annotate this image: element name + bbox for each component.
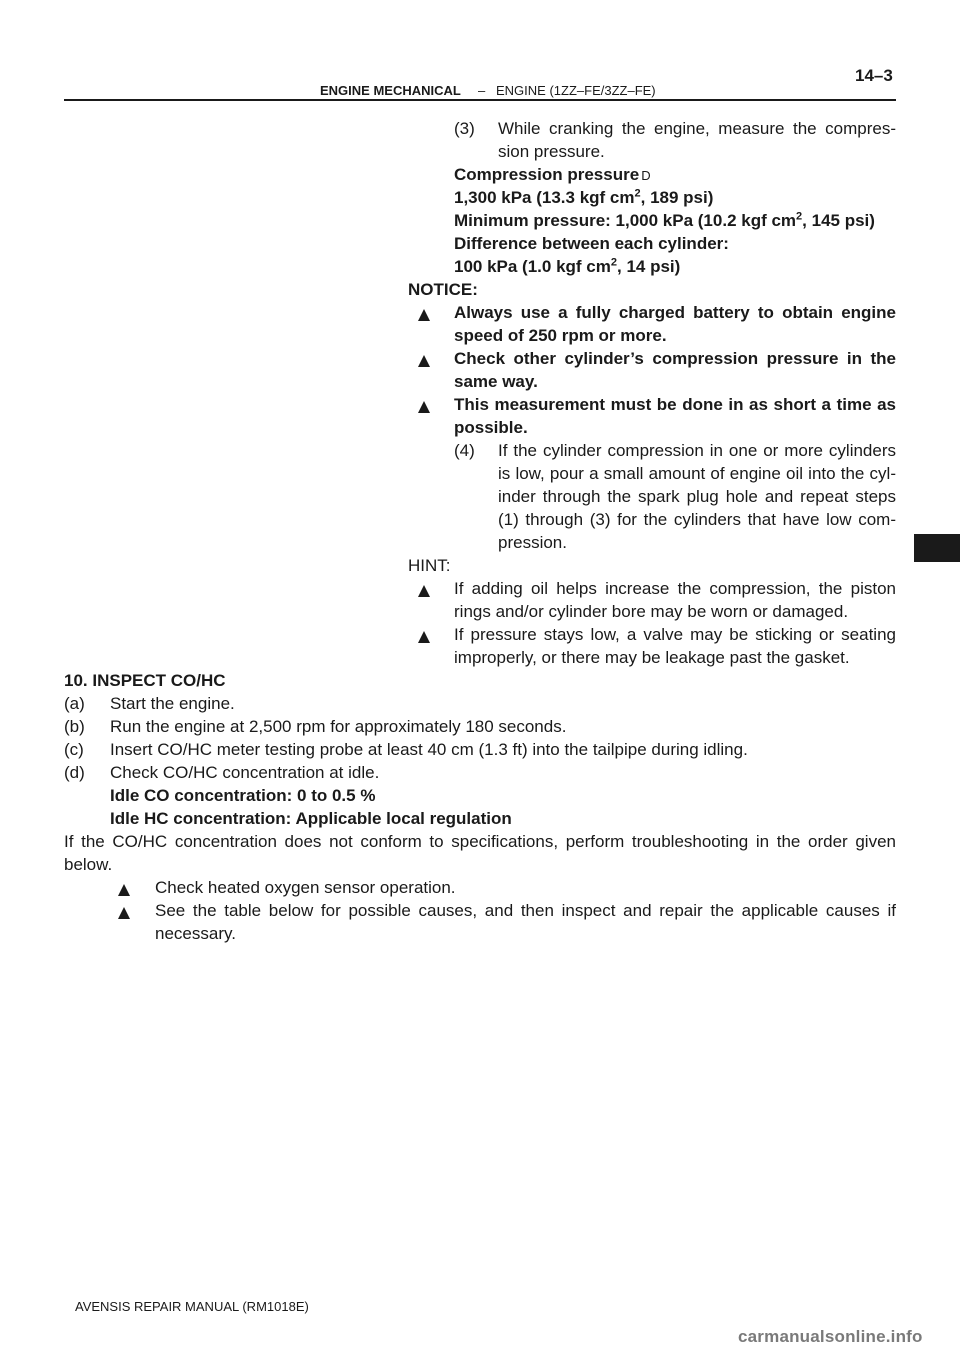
hint-label: HINT:: [408, 556, 451, 575]
diff-tail: , 14 psi): [617, 257, 681, 276]
header-section: ENGINE MECHANICAL: [320, 83, 461, 98]
triangle-bullet-icon: [418, 631, 430, 643]
triangle-bullet-icon: [418, 355, 430, 367]
step4-line2: is low, pour a small amount of engine oil into the cyl-: [498, 464, 896, 483]
notice-item-2-line2: same way.: [454, 372, 538, 391]
section-tab-marker: [914, 534, 960, 562]
step4-line4: (1) through (3) for the cylinders that have low com-: [498, 510, 896, 529]
idle-co-spec: Idle CO concentration: 0 to 0.5 %: [110, 786, 376, 805]
notice-item-1-line1: Always use a fully charged battery to obtain engine: [454, 303, 896, 322]
triangle-bullet-icon: [118, 884, 130, 896]
triangle-bullet-icon: [418, 309, 430, 321]
step3-number: (3): [454, 119, 475, 138]
hint-item-2-line1: If pressure stays low, a valve may be sticking or seating: [454, 625, 896, 644]
min-text: Minimum pressure: 1,000 kPa (10.2 kgf cm: [454, 211, 797, 230]
troubleshoot-paragraph-line2: below.: [64, 855, 113, 874]
footer-manual-id: AVENSIS REPAIR MANUAL (RM1018E): [75, 1299, 309, 1314]
step-b-number: (b): [64, 717, 85, 736]
step4-line1: If the cylinder compression in one or more cylinders: [498, 441, 896, 460]
notice-label: NOTICE:: [408, 280, 478, 299]
triangle-bullet-icon: [418, 401, 430, 413]
hint-item-1-line1: If adding oil helps increase the compression, the piston: [454, 579, 896, 598]
step-a-number: (a): [64, 694, 85, 713]
compression-spec-value: [454, 186, 713, 209]
step4-line3: inder through the spark plug hole and repeat steps: [498, 487, 896, 506]
troubleshoot-paragraph-line1: If the CO/HC concentration does not conform to specifications, perform troubleshooting in the order given: [64, 832, 896, 851]
idle-hc-spec: Idle HC concentration: Applicable local regulation: [110, 809, 512, 828]
notice-item-3-line1: This measurement must be done in as short a time as: [454, 395, 896, 414]
triangle-bullet-icon: [418, 585, 430, 597]
triangle-bullet-icon: [118, 907, 130, 919]
step4-line5: pression.: [498, 533, 567, 552]
step-c-text: Insert CO/HC meter testing probe at least 40 cm (1.3 ft) into the tailpipe during idling.: [110, 740, 748, 759]
section-10-title: 10. INSPECT CO/HC: [64, 671, 226, 690]
hint-item-1-line2: rings and/or cylinder bore may be worn or damaged.: [454, 602, 849, 621]
difference-spec: [454, 255, 680, 278]
step-d-number: (d): [64, 763, 85, 782]
step-d-text: Check CO/HC concentration at idle.: [110, 763, 380, 782]
difference-label: Difference between each cylinder:: [454, 234, 729, 253]
step4-number: (4): [454, 441, 475, 460]
spec-value-text: 1,300 kPa (13.3 kgf cm: [454, 188, 635, 207]
step-a-text: Start the engine.: [110, 694, 235, 713]
spec-value-tail: , 189 psi): [640, 188, 714, 207]
hint-item-2-line2: improperly, or there may be leakage past the gasket.: [454, 648, 850, 667]
spec-marker: D: [641, 168, 651, 183]
step3-line2: sion pressure.: [498, 142, 605, 161]
header-subsection: ENGINE (1ZZ–FE/3ZZ–FE): [496, 83, 656, 98]
header-rule: [64, 99, 896, 101]
compression-spec-label: [454, 163, 651, 187]
step-b-text: Run the engine at 2,500 rpm for approximately 180 seconds.: [110, 717, 567, 736]
step3-line1: While cranking the engine, measure the compres-: [498, 119, 896, 138]
compression-spec-label-text: Compression pressure: [454, 165, 640, 184]
min-sup: 2: [796, 210, 803, 223]
notice-item-1-line2: speed of 250 rpm or more.: [454, 326, 667, 345]
watermark: carmanualsonline.info: [738, 1327, 923, 1346]
co-hc-bullet-1: Check heated oxygen sensor operation.: [155, 878, 456, 897]
diff-text: 100 kPa (1.0 kgf cm: [454, 257, 611, 276]
notice-item-2-line1: Check other cylinder’s compression pressure in the: [454, 349, 896, 368]
minimum-pressure-spec: [454, 209, 875, 232]
spec-value-sup: 2: [634, 187, 641, 200]
notice-item-3-line2: possible.: [454, 418, 528, 437]
co-hc-bullet-2-line1: See the table below for possible causes, and then inspect and repair the applicable causes if: [155, 901, 896, 920]
page-number: 14–3: [855, 66, 893, 85]
header-dash: –: [478, 83, 486, 98]
diff-sup: 2: [610, 256, 617, 269]
min-tail: , 145 psi): [802, 211, 875, 230]
co-hc-bullet-2-line2: necessary.: [155, 924, 236, 943]
step-c-number: (c): [64, 740, 84, 759]
